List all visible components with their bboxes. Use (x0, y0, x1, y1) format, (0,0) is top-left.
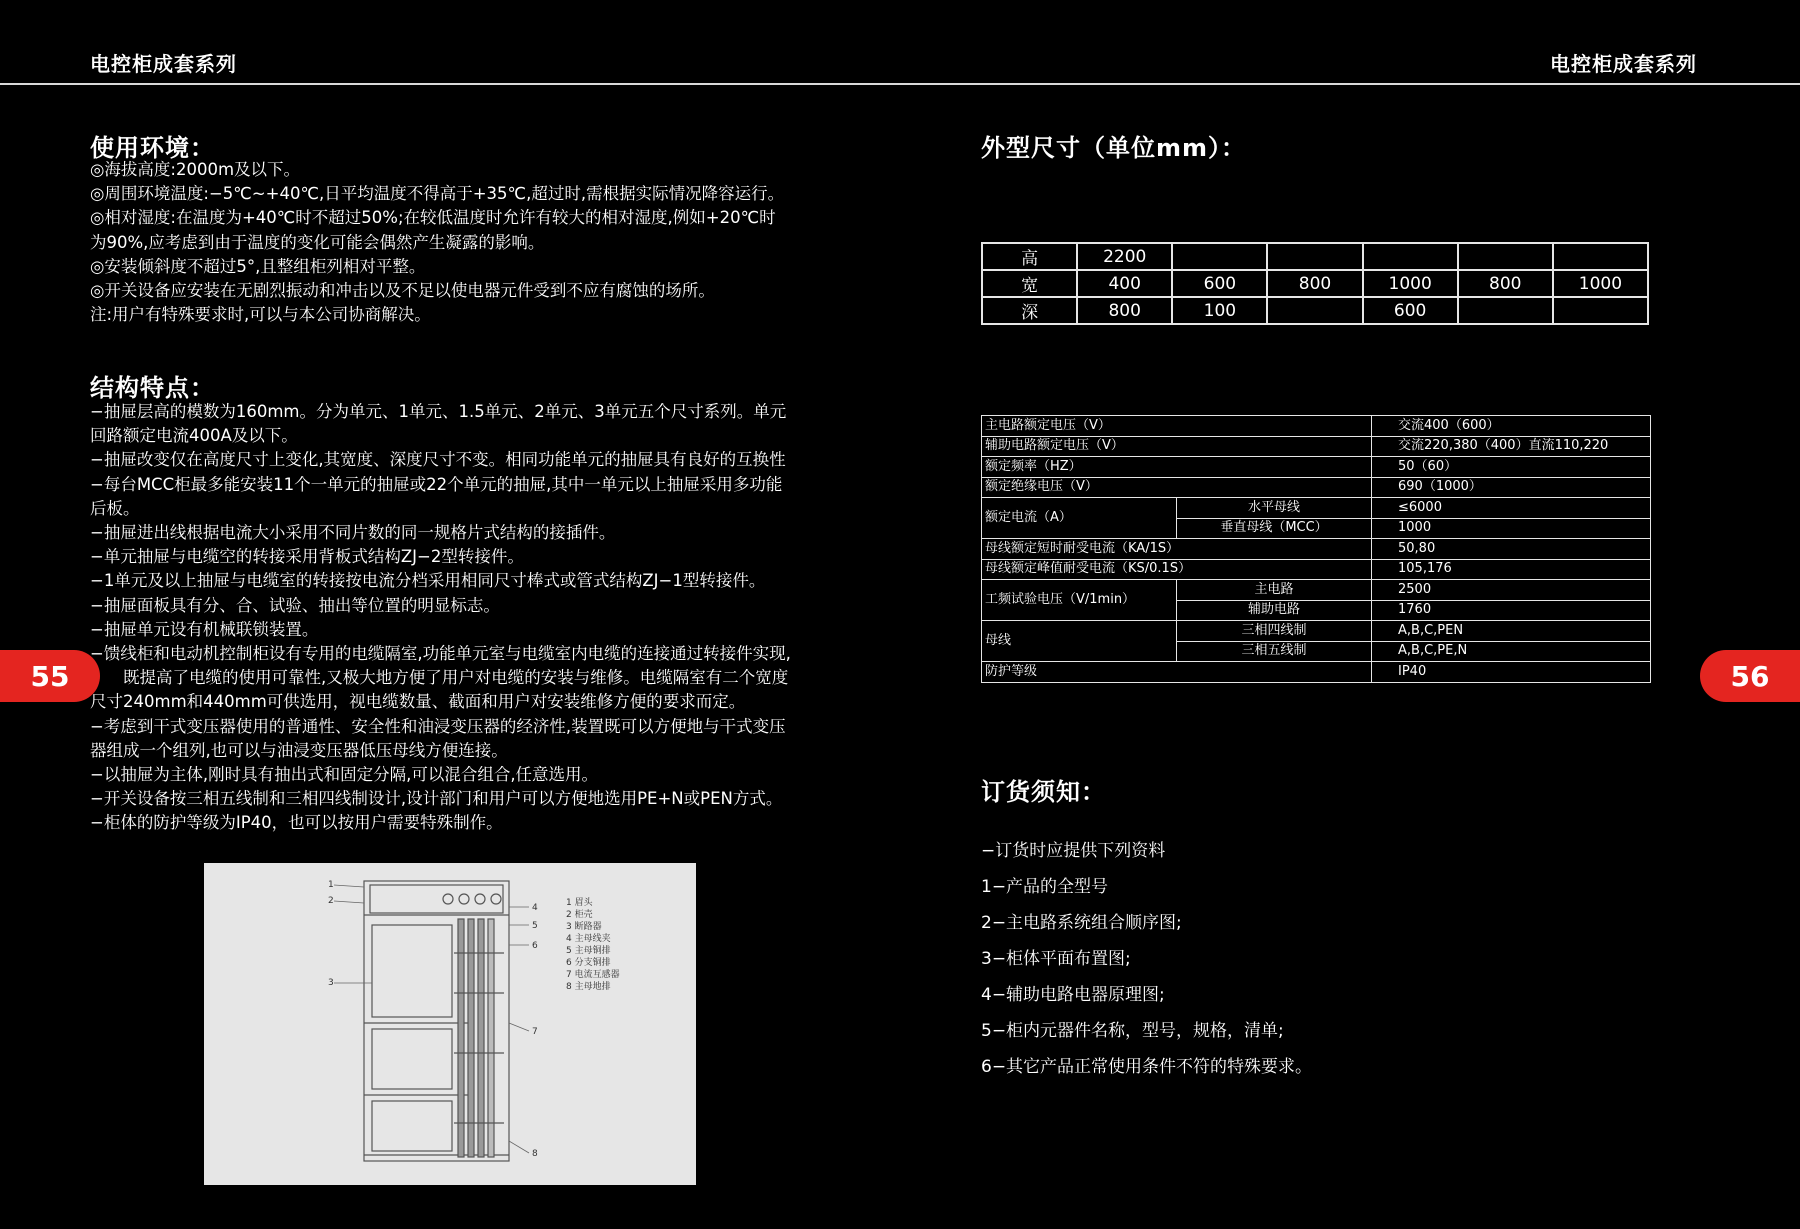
table-row (982, 559, 1651, 580)
table-row (982, 539, 1651, 560)
table-cell: 400 (1077, 270, 1172, 297)
structure-line: 器组成一个组列,也可以与油浸变压器低压母线方便连接。 (90, 740, 508, 760)
spec-label: 防护等级 (982, 662, 1372, 683)
specs-table (981, 415, 1651, 683)
ordering-line: 6−其它产品正常使用条件不符的特殊要求。 (981, 1057, 1313, 1077)
structure-line: −抽屉进出线根据电流大小采用不同片数的同一规格片式结构的接插件。 (90, 523, 616, 543)
spec-sublabel: 垂直母线（MCC） (1177, 518, 1372, 539)
spec-label: 辅助电路额定电压（V） (982, 436, 1372, 457)
table-row (982, 662, 1651, 683)
table-cell: 1000 (1553, 270, 1648, 297)
callout-2: 2 (328, 896, 334, 906)
table-cell (1553, 243, 1648, 270)
table-cell: 高 (982, 243, 1077, 270)
spec-value: 50,80 (1372, 539, 1651, 560)
environment-line: ◎海拔高度:2000m及以下。 (90, 160, 301, 179)
spec-value: 交流400（600） (1372, 416, 1651, 437)
table-cell (1458, 297, 1553, 324)
spec-value: A,B,C,PEN (1372, 621, 1651, 642)
callout-8: 8 (532, 1149, 538, 1159)
structure-line: −抽屉面板具有分、合、试验、抽出等位置的明显标志。 (90, 595, 500, 615)
page-number-left: 55 (0, 650, 100, 702)
environment-line: ◎周围环境温度:−5℃~+40℃,日平均温度不得高于+35℃,超过时,需根据实际情况降容运行。 (90, 184, 785, 204)
legend-item: 6 分支铜排 (566, 958, 611, 968)
spec-sublabel: 三相五线制 (1177, 641, 1372, 662)
dimensions-title: 外型尺寸（单位mm）： (981, 134, 1247, 162)
legend-item: 1 眉头 (566, 898, 593, 908)
structure-line: −抽屉改变仅在高度尺寸上变化,其宽度、深度尺寸不变。相同功能单元的抽屉具有良好的互换性 (90, 450, 786, 470)
structure-line: −馈线柜和电动机控制柜设有专用的电缆隔室,功能单元室与电缆室内电缆的连接通过转接件实现, (90, 644, 791, 664)
table-cell (1553, 297, 1648, 324)
table-row (982, 457, 1651, 478)
spec-value: A,B,C,PE,N (1372, 641, 1651, 662)
table-cell: 800 (1267, 270, 1362, 297)
spec-sublabel: 主电路 (1177, 580, 1372, 601)
spec-value: ≤6000 (1372, 498, 1651, 519)
table-row (982, 270, 1648, 297)
ordering-line: 2−主电路系统组合顺序图; (981, 913, 1182, 933)
legend-item: 8 主母地排 (566, 982, 611, 992)
spec-label: 母线额定短时耐受电流（KA/1S） (982, 539, 1372, 560)
spec-value: 2500 (1372, 580, 1651, 601)
spec-value: 1000 (1372, 518, 1651, 539)
legend-item: 4 主母线夹 (566, 934, 611, 944)
callout-3: 3 (328, 978, 334, 988)
legend-item: 2 柜壳 (566, 910, 593, 920)
spec-label: 额定电流（A） (982, 498, 1177, 539)
table-cell: 深 (982, 297, 1077, 324)
table-cell (1363, 243, 1458, 270)
ordering-title: 订货须知： (981, 778, 1106, 806)
spec-label: 母线额定峰值耐受电流（KS/0.1S） (982, 559, 1372, 580)
table-row (982, 243, 1648, 270)
ordering-line: −订货时应提供下列资料 (981, 841, 1166, 861)
environment-line: ◎安装倾斜度不超过5°,且整组柜列相对平整。 (90, 256, 426, 276)
page-number-right: 56 (1700, 650, 1800, 702)
environment-title: 使用环境： (90, 134, 215, 162)
table-cell (1172, 243, 1267, 270)
table-cell: 600 (1363, 297, 1458, 324)
spec-label: 工频试验电压（V/1min） (982, 580, 1177, 621)
structure-line: −以抽屉为主体,刚时具有抽出式和固定分隔,可以混合组合,任意选用。 (90, 765, 599, 785)
table-row (982, 416, 1651, 437)
ordering-line: 4−辅助电路电器原理图; (981, 985, 1165, 1005)
callout-5: 5 (532, 921, 538, 931)
legend-item: 3 断路器 (566, 922, 602, 932)
structure-line: 回路额定电流400A及以下。 (90, 426, 298, 446)
spec-sublabel: 水平母线 (1177, 498, 1372, 519)
table-row (982, 621, 1651, 642)
cabinet-frame (364, 881, 509, 1161)
table-row (982, 436, 1651, 457)
structure-text (90, 400, 830, 836)
table-row (982, 297, 1648, 324)
spec-value: 690（1000） (1372, 477, 1651, 498)
table-cell (1267, 243, 1362, 270)
structure-line: −开关设备按三相五线制和三相四线制设计,设计部门和用户可以方便地选用PE+N或PEN方式。 (90, 789, 783, 809)
spec-label: 母线 (982, 621, 1177, 662)
structure-line: −柜体的防护等级为IP40，也可以按用户需要特殊制作。 (90, 813, 503, 833)
structure-title: 结构特点： (90, 374, 215, 402)
callout-6: 6 (532, 941, 538, 951)
structure-line: 尺寸240mm和440mm可供选用，视电缆数量、截面和用户对安装维修方便的要求而定。 (90, 692, 746, 712)
callout-4: 4 (532, 903, 538, 913)
structure-line: −单元抽屉与电缆空的转接采用背板式结构ZJ−2型转接件。 (90, 547, 524, 567)
environment-text (90, 158, 830, 327)
table-cell: 2200 (1077, 243, 1172, 270)
spec-value: 50（60） (1372, 457, 1651, 478)
table-cell: 800 (1458, 270, 1553, 297)
ordering-line: 1−产品的全型号 (981, 877, 1109, 897)
spec-value: 1760 (1372, 600, 1651, 621)
structure-line: 既提高了电缆的使用可靠性,又极大地方便了用户对电缆的安装与维修。电缆隔室有二个宽度 (90, 668, 789, 688)
ordering-line: 5−柜内元器件名称，型号，规格，清单; (981, 1021, 1284, 1041)
table-cell: 800 (1077, 297, 1172, 324)
environment-line: ◎相对湿度:在温度为+40℃时不超过50%;在较低温度时允许有较大的相对湿度,例如+20℃时 (90, 208, 776, 228)
structure-line: 后板。 (90, 498, 140, 518)
table-cell (1267, 297, 1362, 324)
header-left-title: 电控柜成套系列 (90, 52, 237, 76)
environment-line: ◎开关设备应安装在无剧烈振动和冲击以及不足以使电器元件受到不应有腐蚀的场所。 (90, 281, 715, 301)
legend-item: 7 电流互感器 (566, 970, 620, 980)
table-row (982, 498, 1651, 519)
table-cell: 600 (1172, 270, 1267, 297)
dimensions-table (981, 242, 1649, 325)
table-cell: 宽 (982, 270, 1077, 297)
structure-line: −抽屉单元设有机械联锁装置。 (90, 619, 319, 639)
spec-value: 交流220,380（400）直流110,220 (1372, 436, 1651, 457)
table-cell (1458, 243, 1553, 270)
structure-line: −1单元及以上抽屉与电缆室的转接按电流分档采用相同尺寸棒式或管式结构ZJ−1型转接件。 (90, 571, 766, 591)
header-divider (0, 83, 1800, 85)
spec-label: 主电路额定电压（V） (982, 416, 1372, 437)
table-row (982, 580, 1651, 601)
table-cell: 100 (1172, 297, 1267, 324)
spec-sublabel: 三相四线制 (1177, 621, 1372, 642)
callout-7: 7 (532, 1027, 538, 1037)
spec-label: 额定频率（HZ） (982, 457, 1372, 478)
spec-sublabel: 辅助电路 (1177, 600, 1372, 621)
header-right-title: 电控柜成套系列 (1550, 52, 1697, 76)
ordering-line: 3−柜体平面布置图; (981, 949, 1131, 969)
structure-line: −抽屉层高的模数为160mm。分为单元、1单元、1.5单元、2单元、3单元五个尺寸系列。单元 (90, 402, 787, 421)
callout-1: 1 (328, 880, 334, 890)
legend-item: 5 主母铜排 (566, 946, 611, 956)
table-cell: 1000 (1363, 270, 1458, 297)
environment-line: 注:用户有特殊要求时,可以与本公司协商解决。 (90, 305, 431, 325)
environment-line: 为90%,应考虑到由于温度的变化可能会偶然产生凝露的影响。 (90, 232, 545, 252)
structure-line: −每台MCC柜最多能安装11个一单元的抽屉或22个单元的抽屉,其中一单元以上抽屉采用多功能 (90, 474, 783, 494)
table-row (982, 477, 1651, 498)
cabinet-diagram (204, 863, 696, 1185)
structure-line: −考虑到干式变压器使用的普通性、安全性和油浸变压器的经济性,装置既可以方便地与干式变压 (90, 716, 786, 736)
spec-value: 105,176 (1372, 559, 1651, 580)
spec-value: IP40 (1372, 662, 1651, 683)
spec-label: 额定绝缘电压（V） (982, 477, 1372, 498)
